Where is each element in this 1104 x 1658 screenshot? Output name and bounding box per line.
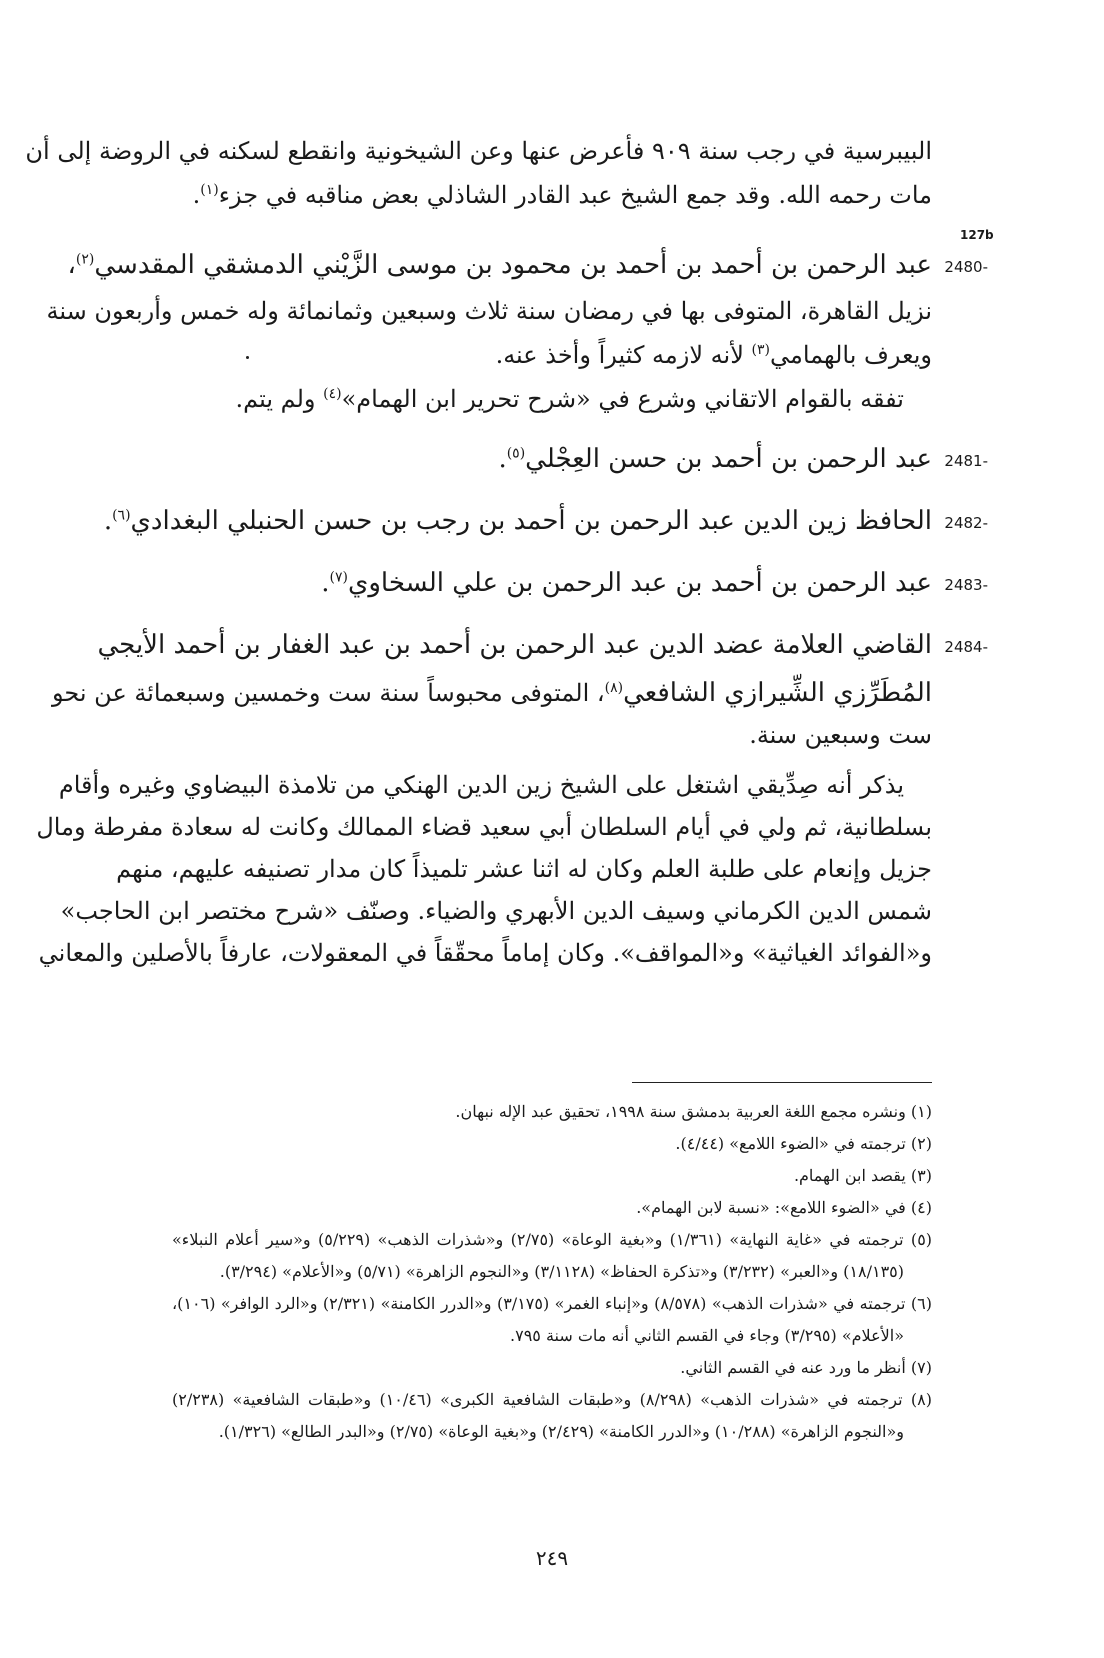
- footnote: (٤) في «الضوء اللامع»: «نسبة لابن الهمام».: [636, 1198, 932, 1217]
- footnote-ref: (٥): [506, 445, 526, 462]
- footnote: (٨) ترجمته في «شذرات الذهب» (٨/٢٩٨) و«طبقات الشافعية الكبرى» (١٠/٤٦) و«طبقات الشافعية» (٢/٢٣٨): [172, 1390, 932, 1409]
- footnote: (٦) ترجمته في «شذرات الذهب» (٨/٥٧٨) و«إنباء الغمر» (٣/١٧٥) و«الدرر الكامنة» (٢/٣٢١) و«الرد الوافر» (١٠٦)،: [172, 1294, 932, 1313]
- entry-number: 2484-: [944, 638, 988, 656]
- footnote: (٧) أنظر ما ورد عنه في القسم الثاني.: [680, 1358, 932, 1377]
- text-line: جزيل وإنعام على طلبة العلم وكان له اثنا عشر تلميذاً كان مدار تصنيفه عليهم، منهم: [116, 855, 932, 883]
- entry-heading: عبد الرحمن بن أحمد بن حسن العِجْلي$^{(٥)}$.: [498, 444, 932, 474]
- text-line: و«الفوائد الغياثية» و«المواقف». وكان إماماً محقّقاً في المعقولات، عارفاً بالأصلين والمعاني: [38, 939, 932, 967]
- text-line: شمس الدين الكرماني وسيف الدين الأبهري والضياء. وصنّف «شرح مختصر ابن الحاجب»: [60, 897, 932, 925]
- footnote-ref: (٧): [329, 569, 349, 586]
- footnote: (٢) ترجمته في «الضوء اللامع» (٤/٤٤).: [675, 1134, 932, 1153]
- footnote-ref: (٢): [75, 251, 95, 268]
- footnote: (٥) ترجمته في «غاية النهاية» (١/٣٦١) و«بغية الوعاة» (٢/٧٥) و«شذرات الذهب» (٥/٢٢٩) و«سير أعلام النبلاء»: [172, 1230, 933, 1249]
- entry-number: 2481-: [944, 452, 988, 470]
- text-line: المُطَرِّزي الشِّيرازي الشافعي$^{(٨)}$، المتوفى محبوساً سنة ست وخمسين وسبعمائة عن نحو: [51, 678, 932, 708]
- manuscript-folio-note: 127b: [960, 228, 994, 242]
- entry-number: 2480-: [944, 258, 988, 276]
- text-line: ست وسبعين سنة.: [749, 721, 932, 749]
- entry-number: 2483-: [944, 576, 988, 594]
- text-line: ويعرف بالهمامي$^{(٣)}$ لأنه لازمه كثيراً وأخذ عنه.: [495, 341, 932, 369]
- text-line: يذكر أنه صِدِّيقي اشتغل على الشيخ زين الدين الهنكي من تلامذة البيضاوي وغيره وأقام: [58, 771, 904, 799]
- footnote-ref: (٦): [112, 507, 131, 524]
- text-line: البيبرسية في رجب سنة ٩٠٩ فأعرض عنها وعن الشيخونية وانقطع لسكنه في الروضة إلى أن: [25, 137, 932, 165]
- page-number: ٢٤٩: [535, 1546, 569, 1570]
- footnote-continuation: (١٨/١٣٥) و«العبر» (٣/٢٣٢) و«تذكرة الحفاظ» (٣/١١٢٨) و«النجوم الزاهرة» (٥/٧١) و«الأعلام» (٣/٢٩٤).: [219, 1262, 904, 1281]
- footnote-continuation: «الأعلام» (٣/٢٩٥) وجاء في القسم الثاني أنه مات سنة ٧٩٥.: [510, 1326, 904, 1345]
- ink-dot: [246, 356, 249, 359]
- footnote-ref: (٣): [751, 342, 770, 358]
- entry-heading: الحافظ زين الدين عبد الرحمن بن أحمد بن رجب بن حسن الحنبلي البغدادي$^{(٦)}$.: [103, 506, 932, 536]
- text-line: تفقه بالقوام الاتقاني وشرع في «شرح تحرير ابن الهمام»$^{(٤)}$ ولم يتم.: [235, 385, 904, 413]
- entry-heading: عبد الرحمن بن أحمد بن عبد الرحمن بن علي السخاوي$^{(٧)}$.: [321, 568, 932, 598]
- text-line: نزيل القاهرة، المتوفى بها في رمضان سنة ثلاث وسبعين وثمانمائة وله خمس وأربعون سنة: [46, 297, 932, 325]
- entry-number: 2482-: [944, 514, 988, 532]
- footnote-ref: (٨): [604, 680, 624, 696]
- text-line: بسلطانية، ثم ولي في أيام السلطان أبي سعيد قضاء الممالك وكانت له سعادة مفرطة ومال: [36, 813, 932, 841]
- footnote: (٣) يقصد ابن الهمام.: [793, 1166, 932, 1185]
- footnote-ref: (٤): [323, 386, 342, 402]
- footnote: (١) ونشره مجمع اللغة العربية بدمشق سنة ١٩٩٨، تحقيق عبد الإله نبهان.: [455, 1102, 932, 1121]
- text-line: مات رحمه الله. وقد جمع الشيخ عبد القادر الشاذلي بعض مناقبه في جزء$^{(١)}$.: [192, 181, 932, 209]
- entry-heading: القاضي العلامة عضد الدين عبد الرحمن بن أحمد بن عبد الغفار بن أحمد الأيجي: [97, 630, 932, 660]
- footnote-divider: [632, 1082, 932, 1083]
- entry-heading: عبد الرحمن بن أحمد بن أحمد بن محمود بن موسى الزَّيْني الدمشقي المقدسي$^{(٢)}$،: [67, 250, 932, 280]
- footnote-ref: (١): [200, 182, 219, 198]
- footnote-continuation: و«النجوم الزاهرة» (١٠/٢٨٨) و«الدرر الكامنة» (٢/٤٢٩) و«بغية الوعاة» (٢/٧٥) و«البدر الطالع» (١/٣٢٦).: [218, 1422, 904, 1441]
